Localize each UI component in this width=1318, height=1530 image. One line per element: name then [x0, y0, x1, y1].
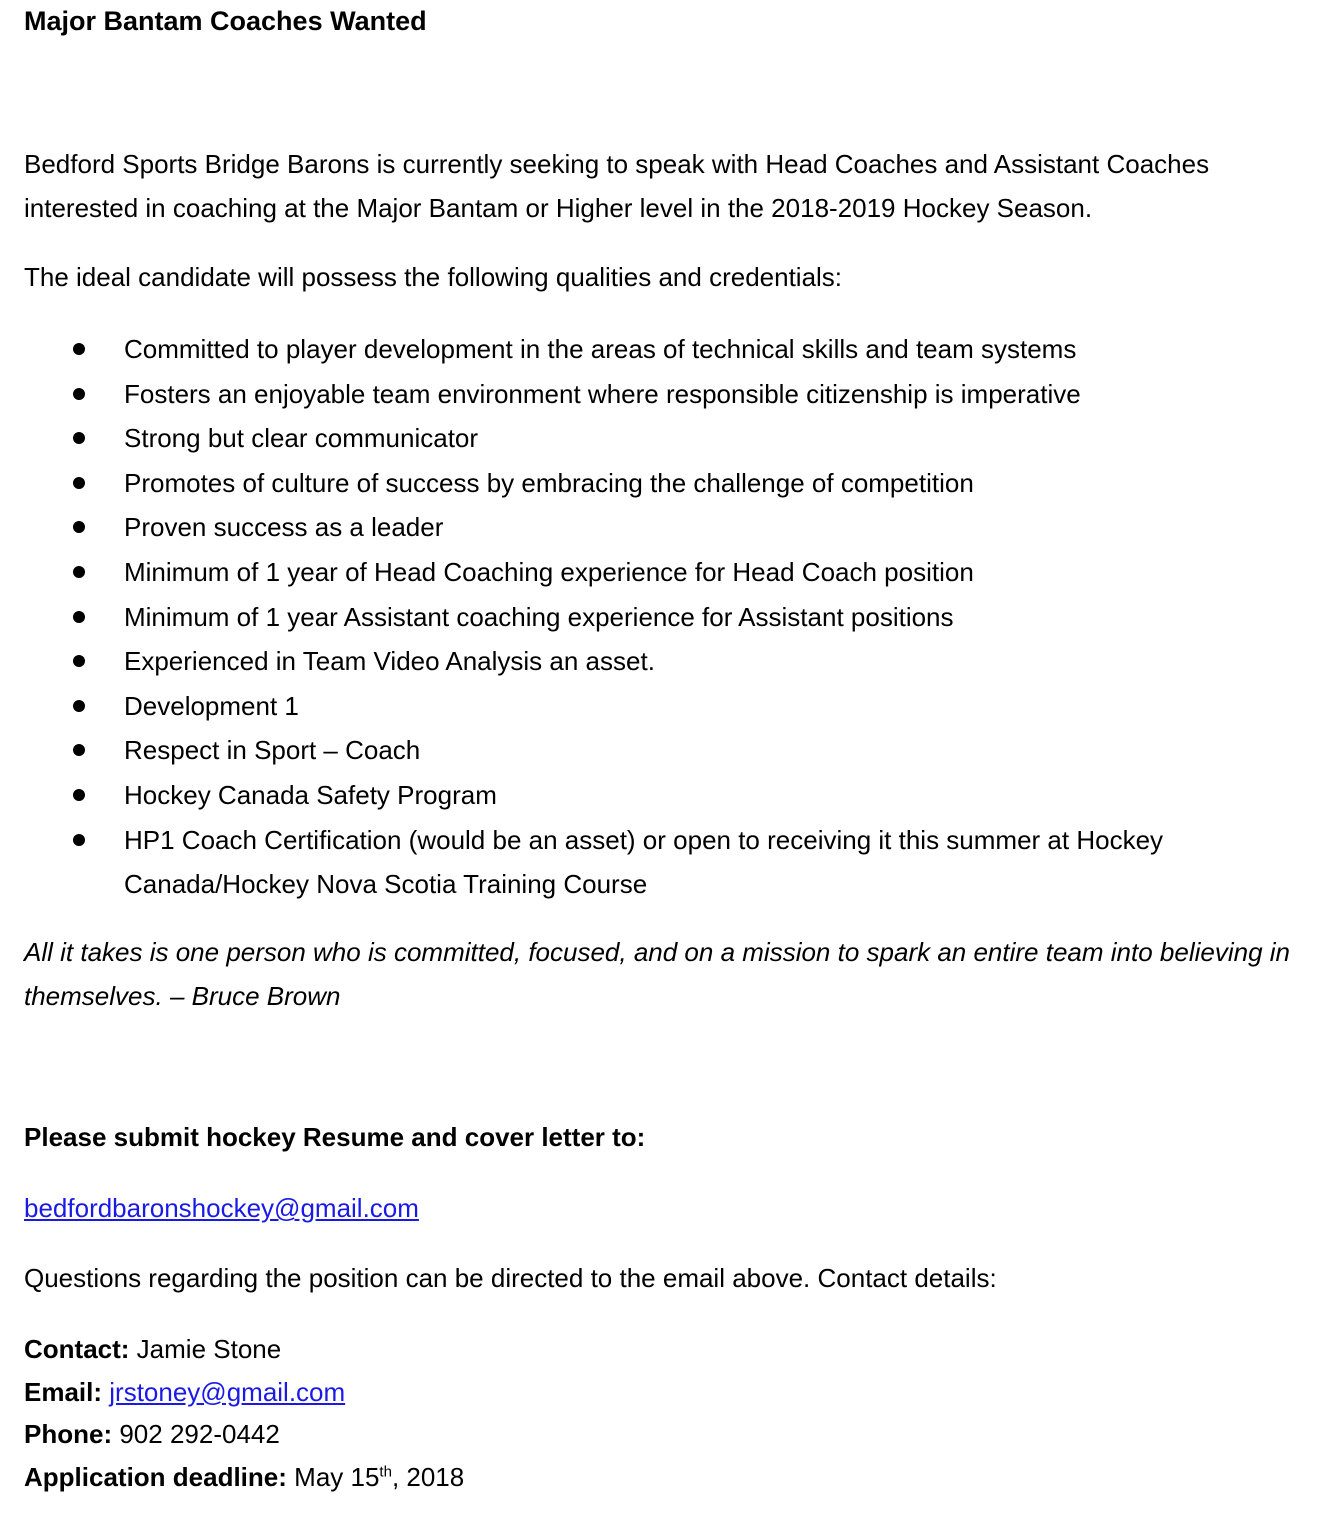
contact-row [24, 1328, 464, 1371]
intro-paragraph: Bedford Sports Bridge Barons is currently seeking to speak with Head Coaches and Assistant Coaches interested in coaching at the Major Bantam or Higher level in the 2018-2019 Hockey Season. [24, 149, 1210, 223]
list-item [0, 639, 1300, 684]
bullet-icon [73, 789, 85, 801]
bullet-icon [73, 343, 85, 355]
bullet-icon [73, 566, 85, 578]
list-item-text: Experienced in Team Video Analysis an asset. [124, 646, 655, 677]
list-item-text: Development 1 [124, 690, 299, 721]
list-item [0, 728, 1300, 773]
list-item-text: Promotes of culture of success by embracing the challenge of competition [124, 467, 974, 498]
bullet-icon [73, 700, 85, 712]
quote: All it takes is one person who is committed, focused, and on a mission to spark an entire team into believing in themselves. – Bruce Brown [24, 937, 1290, 1011]
list-item-text: Hockey Canada Safety Program [124, 779, 497, 810]
list-item [0, 550, 1300, 595]
deadline-label: Application deadline: [24, 1461, 287, 1492]
submit-heading: Please submit hockey Resume and cover letter to: [24, 1122, 646, 1152]
list-item [0, 461, 1300, 506]
list-item [0, 505, 1300, 550]
bullet-icon [73, 521, 85, 533]
phone-row [24, 1413, 464, 1456]
deadline-day: May 15 [294, 1461, 380, 1492]
email-row [24, 1371, 464, 1414]
bullet-icon [73, 432, 85, 444]
list-item [0, 818, 1300, 907]
submit-email-link[interactable]: bedfordbaronshockey@gmail.com [24, 1193, 419, 1223]
bullet-icon [73, 834, 85, 846]
deadline-year: , 2018 [391, 1461, 465, 1492]
phone-label: Phone: [24, 1419, 113, 1449]
list-item-text: Minimum of 1 year of Head Coaching experience for Head Coach position [124, 556, 974, 587]
list-item [0, 684, 1300, 729]
list-item [0, 416, 1300, 461]
deadline-row [24, 1456, 464, 1499]
bullet-icon [73, 477, 85, 489]
list-item-text: Committed to player development in the areas of technical skills and team systems [124, 334, 1077, 364]
page-title: Major Bantam Coaches Wanted [24, 6, 427, 36]
bullet-icon [73, 388, 85, 400]
contact-value: Jamie Stone [136, 1334, 282, 1364]
list-item-text: Strong but clear communicator [124, 423, 479, 454]
list-item-text: Minimum of 1 year Assistant coaching experience for Assistant positions [124, 601, 954, 632]
bullet-icon [73, 611, 85, 623]
list-item [0, 595, 1300, 640]
list-item [0, 372, 1300, 417]
phone-value: 902 292-0442 [119, 1419, 280, 1449]
contact-details [24, 1328, 464, 1498]
bullet-icon [73, 655, 85, 667]
list-item [0, 327, 1300, 372]
list-item-text: HP1 Coach Certification (would be an asset) or open to receiving it this summer at Hockey Canada/Hockey Nova Scotia Training Course [124, 824, 1164, 900]
ideal-candidate-intro: The ideal candidate will possess the following qualities and credentials: [24, 262, 843, 292]
bullet-icon [73, 744, 85, 756]
questions-text: Questions regarding the position can be directed to the email above. Contact details: [24, 1263, 997, 1293]
list-item-text: Proven success as a leader [124, 512, 444, 543]
deadline-suffix: th [379, 1462, 392, 1480]
list-item-text: Respect in Sport – Coach [124, 735, 421, 766]
list-item [0, 773, 1300, 818]
list-item-text: Fosters an enjoyable team environment where responsible citizenship is imperative [124, 378, 1081, 409]
qualifications-list [0, 327, 1300, 907]
contact-label: Contact: [24, 1334, 130, 1364]
submit-email-line [24, 1187, 419, 1230]
email-label: Email: [24, 1376, 103, 1407]
contact-email-link[interactable]: jrstoney@gmail.com [109, 1376, 346, 1407]
